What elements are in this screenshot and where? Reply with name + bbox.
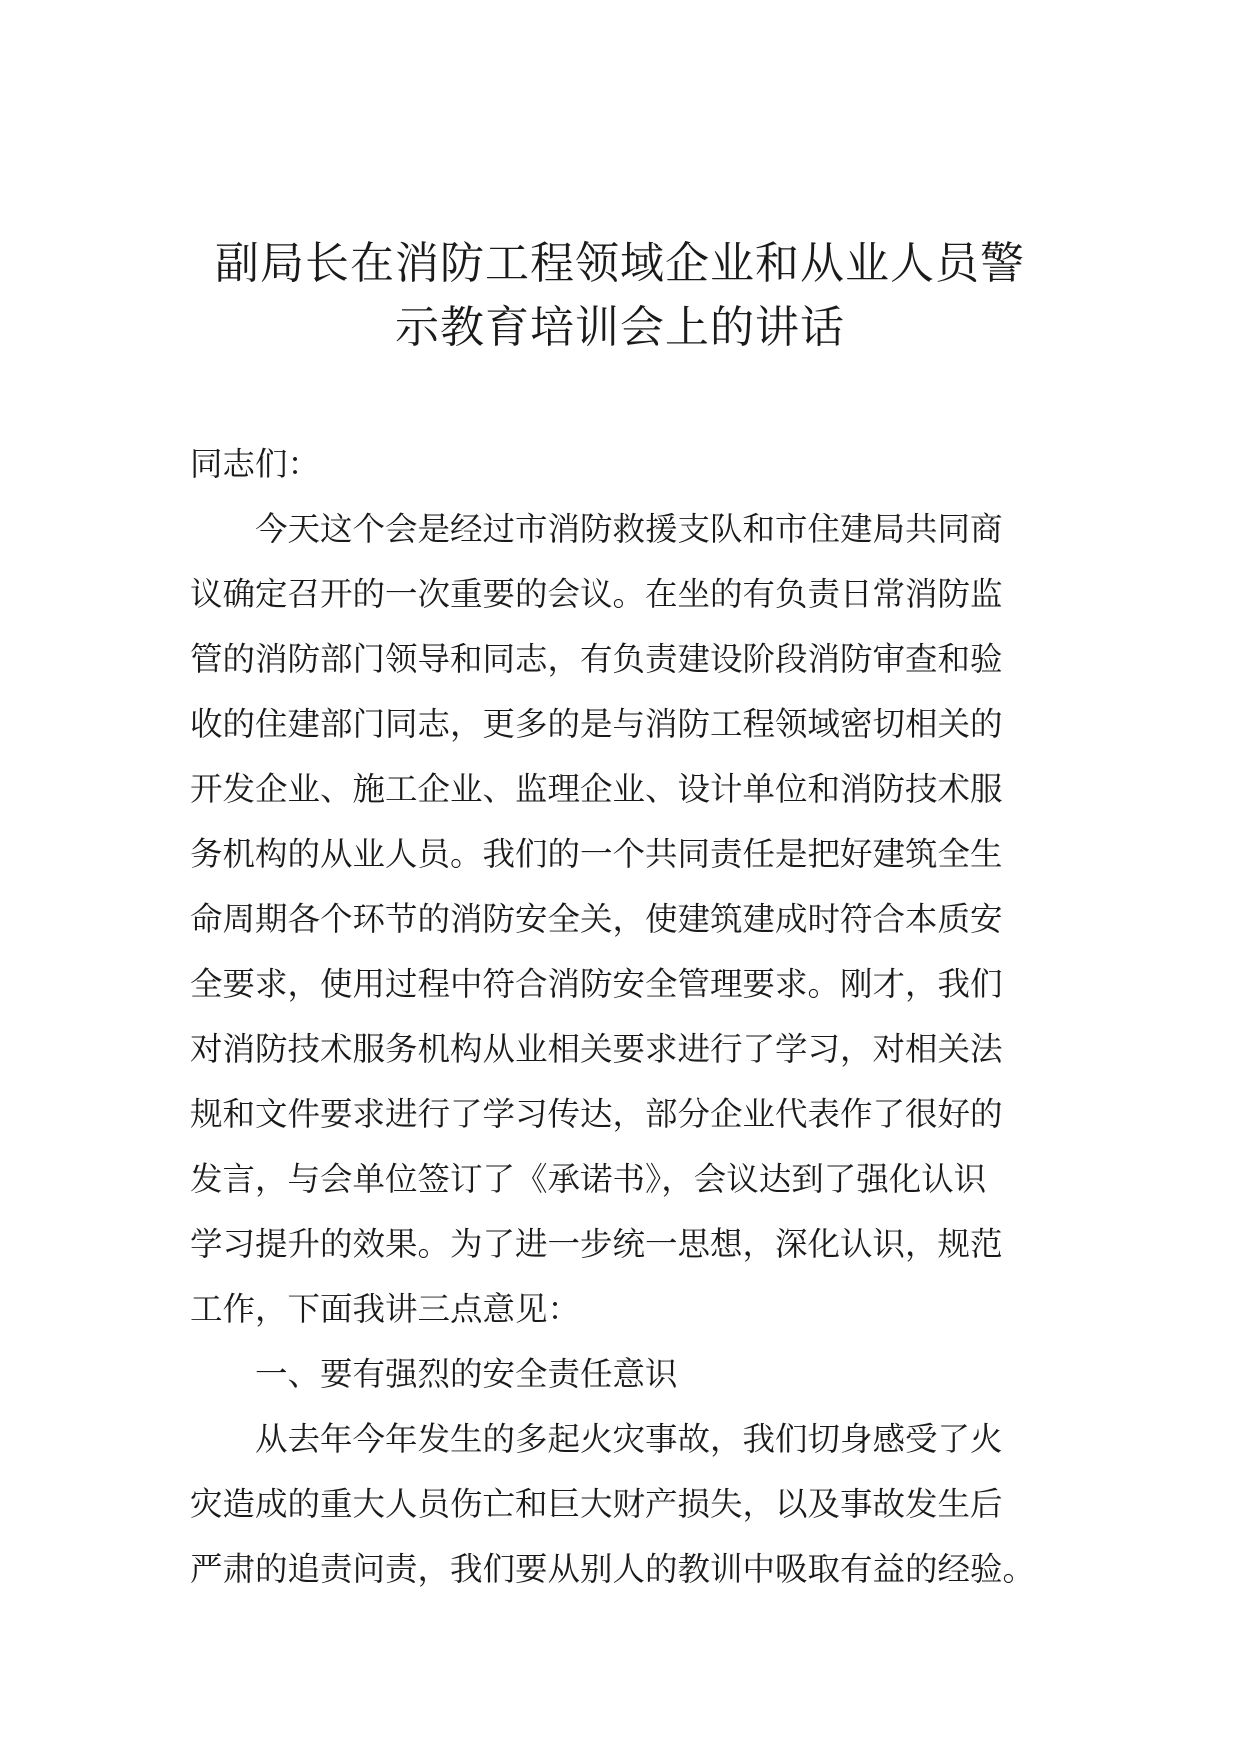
document-title [190,232,1050,360]
section-heading-1: 一、要有强烈的安全责任意识 [255,1355,678,1393]
paragraph-1-line-13: 工作，下面我讲三点意见： [190,1290,581,1328]
paragraph-2-line-1: 从去年今年发生的多起火灾事故，我们切身感受了火 [255,1420,1003,1458]
paragraph-2-line-2: 灾造成的重大人员伤亡和巨大财产损失，以及事故发生后 [190,1485,1003,1523]
paragraph-1-line-5: 开发企业、施工企业、监理企业、设计单位和消防技术服 [190,770,1003,808]
paragraph-1-line-1: 今天这个会是经过市消防救援支队和市住建局共同商 [255,510,1003,548]
salutation: 同志们： [190,445,321,483]
document-body [190,432,1060,1602]
paragraph-1-line-11: 发言，与会单位签订了《承诺书》，会议达到了强化认识 [190,1160,987,1198]
paragraph-1-line-3: 管的消防部门领导和同志，有负责建设阶段消防审查和验 [190,640,1003,678]
paragraph-1-line-6: 务机构的从业人员。我们的一个共同责任是把好建筑全生 [190,835,1003,873]
paragraph-1-line-12: 学习提升的效果。为了进一步统一思想，深化认识，规范 [190,1225,1003,1263]
paragraph-1-line-9: 对消防技术服务机构从业相关要求进行了学习，对相关法 [190,1030,1003,1068]
paragraph-1-line-2: 议确定召开的一次重要的会议。在坐的有负责日常消防监 [190,575,1003,613]
paragraph-1-line-8: 全要求，使用过程中符合消防安全管理要求。刚才，我们 [190,965,1003,1003]
paragraph-1-line-7: 命周期各个环节的消防安全关，使建筑建成时符合本质安 [190,900,1003,938]
paragraph-2-line-3: 严肃的追责问责，我们要从别人的教训中吸取有益的经验。 [190,1550,1036,1588]
title-line-1: 副局长在消防工程领域企业和从业人员警 [215,238,1025,289]
paragraph-1-line-10: 规和文件要求进行了学习传达，部分企业代表作了很好的 [190,1095,1003,1133]
title-line-2: 示教育培训会上的讲话 [395,302,845,353]
paragraph-1-line-4: 收的住建部门同志，更多的是与消防工程领域密切相关的 [190,705,1003,743]
